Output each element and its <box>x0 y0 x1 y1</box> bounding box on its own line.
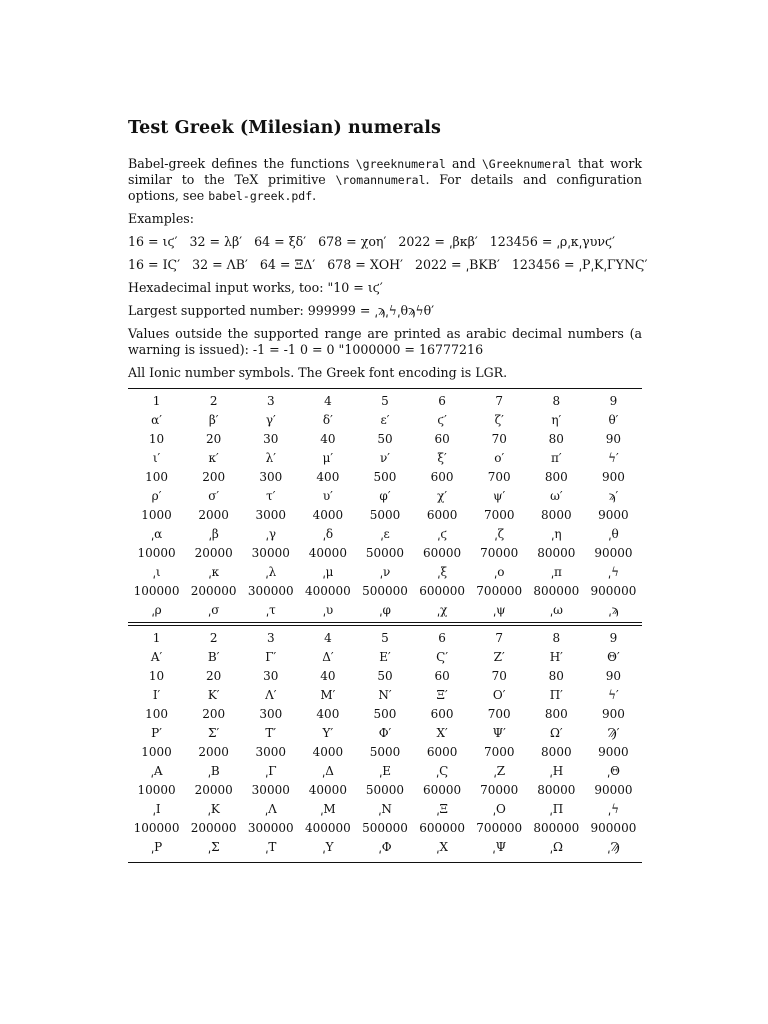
numeral-value-cell: 800000 <box>533 820 580 835</box>
numeral-value-cell: 50 <box>377 668 393 683</box>
numeral-value-cell: 2000 <box>198 744 229 759</box>
code-romannumeral: \romannumeral <box>335 173 426 187</box>
ionic-symbols-line: All Ionic number symbols. The Greek font encoding is LGR. <box>128 365 508 380</box>
numeral-value-cell: 200000 <box>190 583 237 598</box>
numeral-symbol-cell: ͵Α <box>150 763 163 778</box>
numeral-symbol-cell: Κ′ <box>207 687 220 702</box>
numeral-value-cell: 40000 <box>308 545 347 560</box>
numeral-value-cell: 7 <box>495 630 504 645</box>
numeral-value-cell: 8 <box>552 393 561 408</box>
numeral-value-cell: 90 <box>605 668 622 683</box>
numeral-symbol-cell: σ′ <box>208 488 220 503</box>
numeral-symbol-cell: Υ′ <box>322 725 334 740</box>
numeral-symbol-cell: ͵ξ <box>437 564 448 579</box>
numeral-symbol-cell: Ν′ <box>378 687 392 702</box>
numeral-symbol-cell: ͵γ <box>265 526 277 541</box>
numeral-symbol-cell: ͵μ <box>322 564 334 579</box>
table-row-symbols <box>128 410 642 429</box>
numeral-symbol-cell: ͵Ο <box>492 801 506 816</box>
numeral-value-cell: 30 <box>263 668 279 683</box>
numeral-value-cell: 80000 <box>537 782 576 797</box>
numeral-symbol-cell: ͵Σ <box>207 839 220 854</box>
numeral-symbol-cell: ͵ο <box>493 564 505 579</box>
numeral-symbol-cell: Η′ <box>549 649 563 664</box>
numeral-symbol-cell: Ο′ <box>492 687 506 702</box>
numeral-symbol-cell: ͵η <box>551 526 562 541</box>
numeral-value-cell: 10000 <box>137 782 176 797</box>
numeral-value-cell: 1000 <box>141 744 172 759</box>
numeral-symbol-cell: ͵ι <box>152 564 161 579</box>
numeral-value-cell: 40 <box>320 668 336 683</box>
numeral-symbol-cell: ͵ζ <box>494 526 505 541</box>
table-row-values <box>128 818 642 837</box>
numeral-value-cell: 600 <box>430 706 454 721</box>
numeral-symbol-cell: δ′ <box>322 412 333 427</box>
numeral-symbol-cell: ͵δ <box>322 526 334 541</box>
numeral-value-cell: 60000 <box>423 545 462 560</box>
numeral-symbol-cell: ͵Ι <box>152 801 161 816</box>
numeral-value-cell: 100 <box>145 469 168 484</box>
numeral-symbol-cell: ͵Ξ <box>436 801 448 816</box>
numeral-value-cell: 9000 <box>598 507 629 522</box>
numeral-value-cell: 90 <box>605 431 622 446</box>
numeral-symbol-cell: ͵σ <box>207 602 220 617</box>
numeral-value-cell: 300 <box>259 469 283 484</box>
numeral-symbol-cell: ο′ <box>494 450 505 465</box>
numeral-value-cell: 700 <box>487 469 511 484</box>
numeral-value-cell: 9 <box>609 393 618 408</box>
table-row-symbols <box>128 524 642 543</box>
numeral-symbol-cell: Π′ <box>549 687 563 702</box>
numeral-value-cell: 50 <box>377 431 393 446</box>
numeral-symbol-cell: ͵Ψ <box>492 839 507 854</box>
numeral-symbol-cell: π′ <box>551 450 562 465</box>
numeral-symbol-cell: ͵ϛ <box>437 526 448 541</box>
numeral-symbol-cell: Ψ′ <box>492 725 506 740</box>
numeral-value-cell: 900 <box>601 706 625 721</box>
table-row-values <box>128 780 642 799</box>
intro-text-2: and <box>445 156 482 171</box>
numeral-value-cell: 9 <box>609 630 618 645</box>
numeral-value-cell: 5000 <box>369 744 401 759</box>
numeral-symbol-cell: ͵Υ <box>322 839 334 854</box>
numeral-value-cell: 4000 <box>312 507 344 522</box>
numeral-symbol-cell: ͵π <box>550 564 562 579</box>
numeral-value-cell: 60 <box>434 668 450 683</box>
numeral-value-cell: 400 <box>316 706 340 721</box>
numeral-symbol-cell: Ξ′ <box>436 687 448 702</box>
numeral-value-cell: 10 <box>148 431 165 446</box>
numeral-symbol-cell: ͵Φ <box>378 839 392 854</box>
table-row-values <box>128 628 642 647</box>
code-greeknumeral: \greeknumeral <box>355 157 446 171</box>
numeral-symbol-cell: ͵Ϡ <box>607 839 620 854</box>
example-item: 123456 = ͵Ρ͵Κ͵ΓΥΝϚ′ <box>511 257 648 272</box>
table-row-values <box>128 581 642 600</box>
numeral-value-cell: 700000 <box>476 820 523 835</box>
numeral-symbol-cell: Φ′ <box>378 725 392 740</box>
numeral-symbol-cell: υ′ <box>322 488 333 503</box>
numeral-value-cell: 400000 <box>304 583 351 598</box>
numeral-symbol-cell: Β′ <box>207 649 220 664</box>
numeral-symbol-cell: Ζ′ <box>493 649 505 664</box>
example-item: 16 = ΙϚ′ <box>128 257 181 272</box>
numeral-value-cell: 80 <box>548 431 564 446</box>
table-row-symbols <box>128 837 642 856</box>
numeral-symbol-cell: λ′ <box>265 450 276 465</box>
example-item: 2022 = ͵ΒΚΒ′ <box>415 257 500 272</box>
lowercase-numeral-table <box>128 391 642 619</box>
numeral-symbol-cell: Ε′ <box>379 649 391 664</box>
numeral-value-cell: 20 <box>206 668 222 683</box>
numeral-symbol-cell: ι′ <box>152 450 161 465</box>
numeral-symbol-cell: ͵α <box>150 526 163 541</box>
numeral-symbol-cell: ϛ′ <box>437 412 447 427</box>
numeral-symbol-cell: Χ′ <box>436 725 448 740</box>
numeral-value-cell: 800 <box>544 469 568 484</box>
numeral-value-cell: 100 <box>145 706 168 721</box>
numeral-symbol-cell: ͵ϟ <box>607 801 620 816</box>
code-pdf-filename: babel-greek.pdf <box>208 189 313 203</box>
numeral-value-cell: 2000 <box>198 507 229 522</box>
numeral-symbol-cell: ρ′ <box>151 488 162 503</box>
numeral-symbol-cell: η′ <box>551 412 562 427</box>
hex-input-line: Hexadecimal input works, too: "10 = ιϛ′ <box>128 280 383 295</box>
table-bottom-rule <box>128 862 642 863</box>
table-row-values <box>128 391 642 410</box>
numeral-value-cell: 500 <box>373 706 397 721</box>
numeral-symbol-cell: ͵ε <box>380 526 390 541</box>
numeral-value-cell: 5 <box>381 393 389 408</box>
numeral-value-cell: 60000 <box>423 782 462 797</box>
numeral-value-cell: 7 <box>495 393 504 408</box>
numeral-value-cell: 10 <box>148 668 165 683</box>
numeral-symbol-cell: μ′ <box>322 450 334 465</box>
numeral-symbol-cell: Σ′ <box>208 725 220 740</box>
numeral-value-cell: 200 <box>202 706 226 721</box>
numeral-value-cell: 6 <box>438 393 446 408</box>
numeral-symbol-cell: Α′ <box>150 649 163 664</box>
numeral-value-cell: 800 <box>544 706 568 721</box>
document-page <box>128 118 648 863</box>
table-row-symbols <box>128 799 642 818</box>
numeral-value-cell: 300000 <box>247 583 294 598</box>
numeral-value-cell: 5000 <box>369 507 401 522</box>
numeral-symbol-cell: χ′ <box>437 488 448 503</box>
intro-text-1: Babel-greek defines the functions <box>128 156 356 171</box>
numeral-value-cell: 30000 <box>251 545 290 560</box>
numeral-symbol-cell: ψ′ <box>493 488 506 503</box>
numeral-value-cell: 3000 <box>255 744 287 759</box>
table-row-symbols <box>128 685 642 704</box>
examples-lowercase <box>128 234 642 250</box>
table-row-values <box>128 467 642 486</box>
numeral-value-cell: 500000 <box>362 583 408 598</box>
numeral-symbol-cell: Θ′ <box>607 649 620 664</box>
numeral-symbol-cell: ͵ψ <box>492 602 506 617</box>
numeral-value-cell: 900000 <box>590 820 637 835</box>
numeral-value-cell: 70 <box>491 668 507 683</box>
numeral-symbol-cell: ͵λ <box>265 564 277 579</box>
numeral-symbol-cell: ν′ <box>379 450 390 465</box>
largest-number-line: Largest supported number: 999999 = ͵ϡ͵ϟ͵θϡϟθ′ <box>128 303 435 318</box>
numeral-symbol-cell: ͵κ <box>208 564 220 579</box>
numeral-value-cell: 70000 <box>480 545 519 560</box>
numeral-value-cell: 40 <box>320 431 336 446</box>
numeral-value-cell: 9000 <box>598 744 629 759</box>
numeral-symbol-cell: ͵ϟ <box>607 564 620 579</box>
numeral-symbol-cell: ͵Η <box>549 763 564 778</box>
numeral-value-cell: 60 <box>434 431 450 446</box>
numeral-value-cell: 700 <box>487 706 511 721</box>
table-row-values <box>128 666 642 685</box>
numeral-value-cell: 70 <box>491 431 507 446</box>
numeral-value-cell: 80000 <box>537 545 576 560</box>
numeral-symbol-cell: Ρ′ <box>151 725 162 740</box>
numeral-symbol-cell: ζ′ <box>494 412 504 427</box>
numeral-symbol-cell: ͵Κ <box>207 801 220 816</box>
numeral-value-cell: 6 <box>438 630 446 645</box>
example-item: 678 = ΧΟΗ′ <box>327 257 403 272</box>
out-of-range-paragraph: Values outside the supported range are printed as arabic decimal numbers (a warning is issued): -1 = -1 0 = 0 "1000000 = 16777216 <box>128 326 642 357</box>
intro-text-3: that work similar to the TeX primitive <box>128 156 642 187</box>
numeral-symbol-cell: ͵Γ <box>264 763 277 778</box>
numeral-symbol-cell: ω′ <box>550 488 563 503</box>
numeral-value-cell: 300 <box>259 706 283 721</box>
numeral-symbol-cell: ͵Ε <box>378 763 392 778</box>
numeral-value-cell: 1000 <box>141 507 172 522</box>
numeral-value-cell: 50000 <box>365 545 405 560</box>
numeral-symbol-cell: ͵υ <box>322 602 334 617</box>
numeral-symbol-cell: θ′ <box>608 412 619 427</box>
numeral-value-cell: 4 <box>324 630 332 645</box>
numeral-value-cell: 500000 <box>362 820 408 835</box>
table-row-values <box>128 742 642 761</box>
numeral-value-cell: 1 <box>152 630 161 645</box>
numeral-symbol-cell: ͵Ζ <box>493 763 506 778</box>
numeral-symbol-cell: Μ′ <box>320 687 336 702</box>
numeral-symbol-cell: α′ <box>151 412 162 427</box>
numeral-symbol-cell: Ϛ′ <box>436 649 449 664</box>
numeral-value-cell: 80 <box>548 668 564 683</box>
numeral-symbol-cell: γ′ <box>265 412 276 427</box>
numeral-symbol-cell: ͵ν <box>379 564 391 579</box>
numeral-value-cell: 400 <box>316 469 340 484</box>
numeral-symbol-cell: Ι′ <box>152 687 161 702</box>
intro-paragraph <box>128 156 642 204</box>
numeral-symbol-cell: ͵Ϛ <box>435 763 449 778</box>
numeral-value-cell: 200 <box>202 469 226 484</box>
numeral-value-cell: 8000 <box>541 507 572 522</box>
numeral-value-cell: 8 <box>552 630 561 645</box>
numeral-value-cell: 600 <box>430 469 454 484</box>
numeral-symbol-cell: Τ′ <box>265 725 277 740</box>
uppercase-numeral-table <box>128 628 642 856</box>
table-row-symbols <box>128 600 642 619</box>
examples-uppercase <box>128 257 648 273</box>
numeral-value-cell: 4 <box>324 393 332 408</box>
numeral-value-cell: 900 <box>601 469 625 484</box>
numeral-symbol-cell: Δ′ <box>322 649 334 664</box>
numeral-value-cell: 6000 <box>426 507 458 522</box>
numeral-symbol-cell: ξ′ <box>437 450 447 465</box>
numeral-value-cell: 70000 <box>480 782 519 797</box>
example-item: 64 = ΞΔ′ <box>259 257 316 272</box>
numeral-symbol-cell: τ′ <box>266 488 276 503</box>
numeral-symbol-cell: ͵ω <box>549 602 563 617</box>
table-row-symbols <box>128 647 642 666</box>
numeral-symbol-cell: ͵ϡ <box>608 602 619 617</box>
numeral-value-cell: 7000 <box>483 744 515 759</box>
numeral-value-cell: 40000 <box>308 782 347 797</box>
page-title: Test Greek (Milesian) numerals <box>128 118 442 138</box>
numeral-value-cell: 50000 <box>365 782 405 797</box>
numeral-symbol-cell: ͵Τ <box>265 839 277 854</box>
numeral-value-cell: 100000 <box>133 583 180 598</box>
numeral-value-cell: 2 <box>209 630 218 645</box>
table-row-symbols <box>128 486 642 505</box>
numeral-symbol-cell: φ′ <box>379 488 391 503</box>
numeral-value-cell: 600000 <box>419 583 465 598</box>
numeral-value-cell: 90000 <box>594 545 633 560</box>
numeral-value-cell: 10000 <box>137 545 176 560</box>
numeral-value-cell: 6000 <box>426 744 458 759</box>
numeral-value-cell: 100000 <box>133 820 180 835</box>
numeral-symbol-cell: ͵β <box>208 526 219 541</box>
numeral-value-cell: 600000 <box>419 820 465 835</box>
numeral-value-cell: 20000 <box>194 545 233 560</box>
table-row-values <box>128 429 642 448</box>
table-row-symbols <box>128 761 642 780</box>
numeral-symbol-cell: ε′ <box>380 412 390 427</box>
numeral-value-cell: 400000 <box>304 820 351 835</box>
numeral-symbol-cell: Λ′ <box>265 687 277 702</box>
numeral-symbol-cell: ͵Π <box>549 801 564 816</box>
table-row-symbols <box>128 448 642 467</box>
numeral-symbol-cell: ͵Ρ <box>150 839 163 854</box>
numeral-value-cell: 3 <box>266 630 275 645</box>
numeral-value-cell: 3 <box>266 393 275 408</box>
numeral-symbol-cell: ϟ′ <box>608 450 619 465</box>
numeral-symbol-cell: ͵χ <box>436 602 448 617</box>
table-row-values <box>128 543 642 562</box>
numeral-value-cell: 30 <box>263 431 279 446</box>
numeral-value-cell: 500 <box>373 469 397 484</box>
example-item: 123456 = ͵ρ͵κ͵γυνϛ′ <box>489 234 615 249</box>
numeral-symbol-cell: Ϡ′ <box>607 725 620 740</box>
numeral-symbol-cell: ͵Λ <box>264 801 277 816</box>
numeral-value-cell: 4000 <box>312 744 344 759</box>
table-row-values <box>128 505 642 524</box>
numeral-symbol-cell: β′ <box>208 412 219 427</box>
numeral-symbol-cell: Ω′ <box>549 725 563 740</box>
table-top-rule <box>128 388 642 389</box>
numeral-symbol-cell: ͵τ <box>265 602 276 617</box>
numeral-symbol-cell: ͵ρ <box>151 602 162 617</box>
example-item: 2022 = ͵βκβ′ <box>398 234 478 249</box>
example-item: 32 = λβ′ <box>189 234 243 249</box>
code-Greeknumeral: \Greeknumeral <box>481 157 572 171</box>
numeral-value-cell: 3000 <box>255 507 287 522</box>
numeral-symbol-cell: ϡ′ <box>608 488 619 503</box>
numeral-value-cell: 8000 <box>541 744 572 759</box>
numeral-value-cell: 800000 <box>533 583 580 598</box>
example-item: 64 = ξδ′ <box>254 234 307 249</box>
numeral-symbol-cell: κ′ <box>208 450 219 465</box>
numeral-value-cell: 30000 <box>251 782 290 797</box>
numeral-symbol-cell: ͵Δ <box>321 763 334 778</box>
numeral-value-cell: 700000 <box>476 583 523 598</box>
numeral-symbol-cell: ͵φ <box>379 602 391 617</box>
example-item: 16 = ιϛ′ <box>128 234 178 249</box>
numeral-symbol-cell: ͵Ν <box>378 801 392 816</box>
numeral-symbol-cell: ͵Χ <box>436 839 449 854</box>
numeral-value-cell: 300000 <box>247 820 294 835</box>
table-row-values <box>128 704 642 723</box>
numeral-value-cell: 2 <box>209 393 218 408</box>
example-item: 678 = χοη′ <box>318 234 387 249</box>
table-row-symbols <box>128 723 642 742</box>
numeral-value-cell: 90000 <box>594 782 633 797</box>
numeral-symbol-cell: ͵Θ <box>606 763 621 778</box>
numeral-value-cell: 200000 <box>190 820 237 835</box>
example-item: 32 = ΛΒ′ <box>192 257 248 272</box>
numeral-symbol-cell: ͵θ <box>608 526 619 541</box>
numeral-symbol-cell: ϟ′ <box>608 687 619 702</box>
numeral-symbol-cell: ͵Ω <box>549 839 563 854</box>
intro-text-5: . <box>312 188 317 203</box>
numeral-value-cell: 900000 <box>590 583 637 598</box>
numeral-value-cell: 7000 <box>483 507 515 522</box>
numeral-value-cell: 5 <box>381 630 389 645</box>
numeral-symbol-cell: ͵Μ <box>320 801 336 816</box>
table-row-symbols <box>128 562 642 581</box>
numeral-value-cell: 20 <box>206 431 222 446</box>
numeral-symbol-cell: Γ′ <box>265 649 277 664</box>
numeral-symbol-cell: ͵Β <box>207 763 220 778</box>
intro-text-4: . For details and configuration options, see <box>128 172 642 203</box>
numeral-value-cell: 20000 <box>194 782 233 797</box>
examples-label: Examples: <box>128 211 194 226</box>
numeral-value-cell: 1 <box>152 393 161 408</box>
table-separator-rule <box>128 622 642 626</box>
